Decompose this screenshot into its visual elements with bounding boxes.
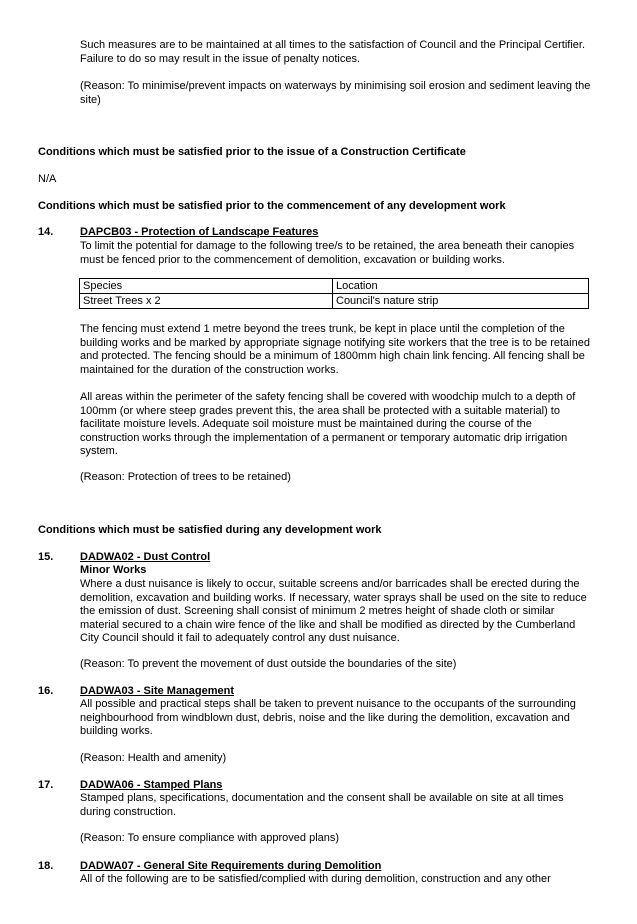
- condition-18-paragraph-1: All of the following are to be satisfied/complied with during demolition, construction and any other: [80, 873, 551, 885]
- section-heading-commencement: Conditions which must be satisfied prior to the commencement of any development work: [38, 200, 506, 212]
- table-row: [80, 294, 589, 309]
- condition-14-reason: (Reason: Protection of trees to be retained): [80, 471, 291, 483]
- condition-17-reason: (Reason: To ensure compliance with approved plans): [80, 832, 340, 844]
- trees-table: [79, 278, 589, 309]
- condition-17-title: DADWA06 - Stamped Plans: [80, 779, 223, 791]
- condition-17-number: 17.: [38, 779, 54, 791]
- table-header-location: Location: [333, 279, 589, 294]
- section-heading-construction-certificate: Conditions which must be satisfied prior to the issue of a Construction Certificate: [38, 146, 466, 158]
- condition-14-paragraph-1: To limit the potential for damage to the following tree/s to be retained, the area beneath their canopies must be fenced prior to the commencement of demolition, excavation or building works.: [80, 240, 575, 266]
- section-body-na: N/A: [38, 173, 57, 185]
- condition-14-number: 14.: [38, 226, 54, 238]
- table-header-species: Species: [80, 279, 333, 294]
- condition-16-title: DADWA03 - Site Management: [80, 685, 235, 697]
- condition-15-subtitle: Minor Works: [80, 564, 147, 576]
- condition-18-number: 18.: [38, 860, 54, 872]
- table-cell-species: Street Trees x 2: [80, 294, 333, 309]
- intro-reason: (Reason: To minimise/prevent impacts on waterways by minimising soil erosion and sediment leaving the site): [80, 80, 591, 106]
- condition-14-title: DAPCB03 - Protection of Landscape Features: [80, 226, 319, 238]
- condition-16-reason: (Reason: Health and amenity): [80, 752, 227, 764]
- condition-15-title: DADWA02 - Dust Control: [80, 551, 211, 563]
- condition-14-paragraph-2: The fencing must extend 1 metre beyond the trees trunk, be kept in place until the completion of the building works and be marked by appropriate signage notifying site workers that the tree is to be retained and protected. The fencing should be a minimum of 1800mm high chain link fencing. All fencing shall be maintained for the duration of the construction works.: [80, 323, 590, 376]
- condition-15-paragraph-1: Where a dust nuisance is likely to occur, suitable screens and/or barricades shall be erected during the demolition, excavation and building works. If necessary, water sprays shall be used on the site to reduce the emission of dust. Screening shall consist of minimum 2 metres height of shade cloth or similar material secured to a chain wire fence of the like and shall be modified as directed by the Cumberland City Council should it fail to adequately control any dust nuisance.: [80, 578, 587, 644]
- section-heading-during: Conditions which must be satisfied during any development work: [38, 524, 382, 536]
- table-header-row: [80, 279, 589, 294]
- condition-15-reason: (Reason: To prevent the movement of dust outside the boundaries of the site): [80, 658, 457, 670]
- condition-16-number: 16.: [38, 685, 54, 697]
- intro-paragraph: Such measures are to be maintained at all times to the satisfaction of Council and the Principal Certifier. Failure to do so may result in the issue of penalty notices.: [80, 39, 586, 65]
- condition-17-paragraph-1: Stamped plans, specifications, documentation and the consent shall be available on site at all times during construction.: [80, 792, 564, 818]
- condition-15-number: 15.: [38, 551, 54, 563]
- condition-16-paragraph-1: All possible and practical steps shall be taken to prevent nuisance to the occupants of the surrounding neighbourhood from windblown dust, debris, noise and the like during the demolition, excavation and building works.: [80, 698, 576, 737]
- condition-18-title: DADWA07 - General Site Requirements during Demolition: [80, 860, 382, 872]
- condition-14-paragraph-3: All areas within the perimeter of the safety fencing shall be covered with woodchip mulch to a depth of 100mm (or where steep grades prevent this, the area shall be protected with a suitable material) to facilitate moisture levels. Adequate soil moisture must be maintained during the course of the construction works through the implementation of a permanent or temporary automatic drip irrigation system.: [80, 391, 576, 457]
- table-cell-location: Council's nature strip: [333, 294, 589, 309]
